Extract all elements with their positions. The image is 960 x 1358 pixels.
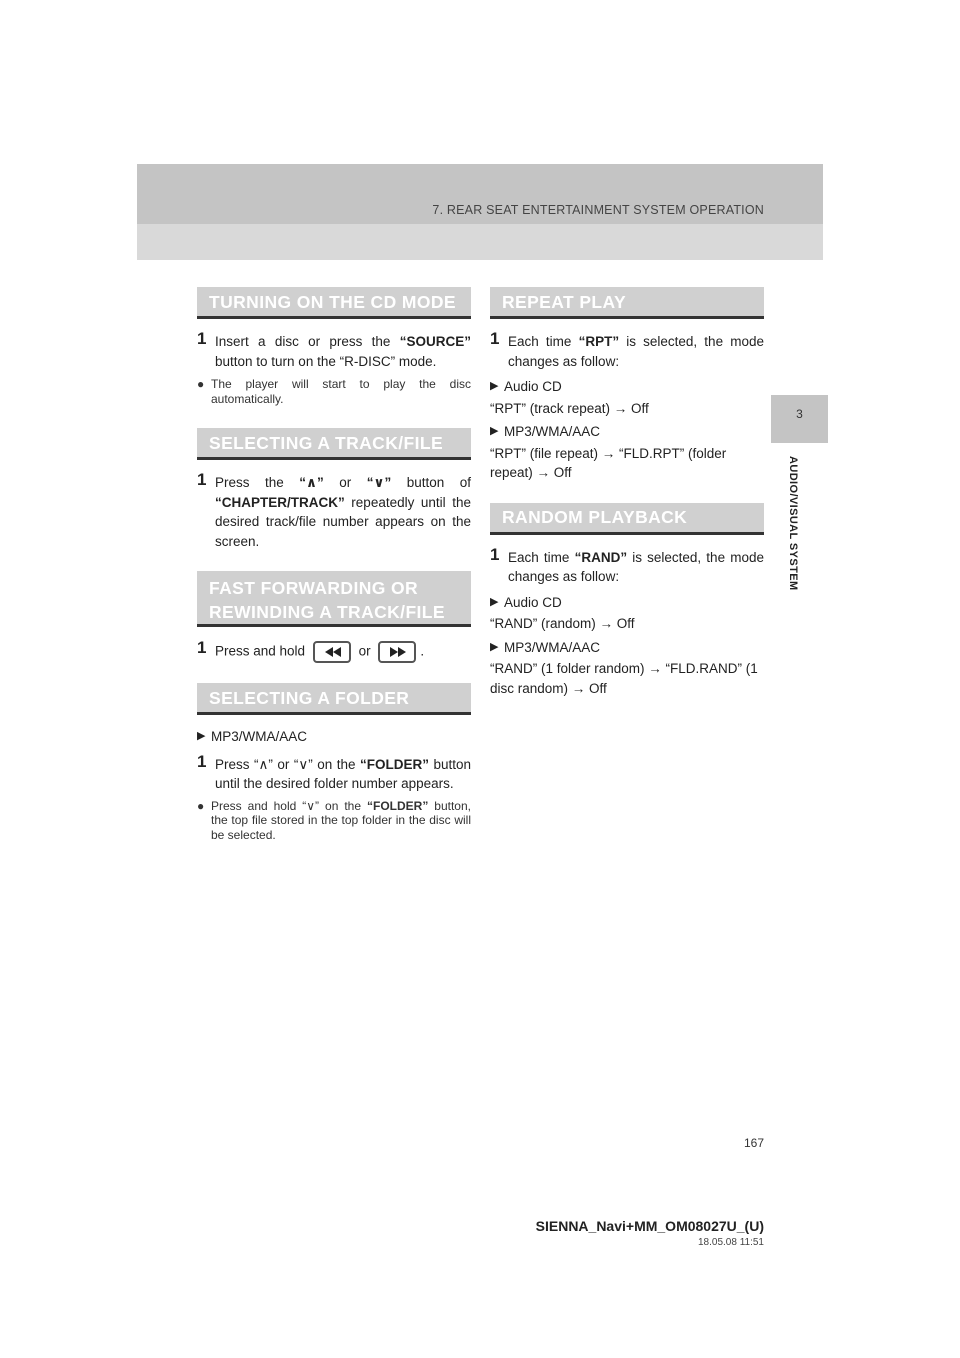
step-text: Each time	[508, 334, 579, 349]
step-text: Each time	[508, 549, 575, 565]
step-text: button to turn on the “R-DISC” mode.	[215, 353, 437, 369]
step-number: 1	[197, 470, 207, 489]
step-number: 1	[490, 544, 500, 564]
step-select-folder	[197, 751, 471, 794]
chapter-tab-number: 3	[796, 407, 803, 421]
triangle-bullet-icon: ▶	[197, 730, 206, 742]
step-text: .	[420, 643, 425, 659]
step-select-track	[197, 470, 472, 551]
mode-label-audio-cd	[490, 593, 764, 613]
print-timestamp: 18.05.08 11:51	[698, 1237, 764, 1248]
mode-label-text: MP3/WMA/AAC	[504, 639, 601, 655]
mode-label-text: Audio CD	[504, 379, 562, 394]
step-insert-disc	[197, 329, 471, 371]
step-text: Insert a disc or press the	[215, 334, 400, 349]
section-heading-cd-mode: TURNING ON THE CD MODE	[197, 287, 471, 319]
section-heading-random-playback: RANDOM PLAYBACK	[490, 503, 764, 535]
page-number: 167	[744, 1136, 765, 1150]
step-text: or	[323, 475, 367, 490]
mode-sequence: “RPT” (track repeat) → Off	[490, 400, 649, 416]
step-text: button of	[391, 475, 472, 490]
step-text: repeatedly until the desired track/file number appears on the screen.	[215, 494, 471, 549]
step-number: 1	[197, 329, 207, 348]
mode-label-text: MP3/WMA/AAC	[504, 424, 601, 439]
note-text: Press and hold “∨” on the	[211, 798, 367, 813]
chapter-title: 7. REAR SEAT ENTERTAINMENT SYSTEM OPERATION	[432, 203, 764, 217]
up-button-label: “∧”	[299, 475, 324, 490]
side-label-text: AUDIO/VISUAL SYSTEM	[787, 456, 799, 591]
fast-forward-button-icon	[378, 641, 416, 663]
section-heading-select-track: SELECTING A TRACK/FILE	[197, 428, 471, 460]
triangle-bullet-icon: ▶	[490, 380, 499, 392]
document-code: SIENNA_Navi+MM_OM08027U_(U)	[535, 1218, 764, 1234]
rand-button-label: “RAND”	[574, 549, 628, 565]
note-press-hold-folder	[197, 799, 471, 843]
step-text: is selected, the mode changes as follow:	[508, 549, 764, 584]
chapter-tab	[771, 395, 828, 443]
step-text: is selected, the mode changes as follow:	[508, 334, 764, 369]
note-text: button, the top file stored in the top folder in the disc will be selected.	[211, 798, 471, 842]
step-number: 1	[197, 638, 207, 657]
mode-sequence: “RAND” (random) → Off	[490, 616, 635, 631]
note-auto-play	[197, 377, 471, 406]
triangle-bullet-icon: ▶	[490, 595, 499, 608]
mode-label-text: Audio CD	[504, 594, 562, 610]
step-text: Press “∧” or “∨” on the	[215, 756, 360, 772]
rewind-button-icon	[313, 641, 351, 663]
step-fast-forward	[197, 638, 471, 663]
section-heading-select-folder: SELECTING A FOLDER	[197, 683, 471, 715]
folder-button-label: “FOLDER”	[359, 756, 429, 772]
mode-label-mp3	[490, 422, 764, 442]
step-number: 1	[490, 329, 500, 348]
mode-sequence: “RPT” (file repeat) → “FLD.RPT” (folder repeat) → Off	[490, 445, 727, 480]
format-label	[197, 727, 471, 747]
triangle-bullet-icon: ▶	[490, 425, 499, 437]
mode-label-audio-cd	[490, 377, 764, 397]
down-button-label: “∨”	[366, 475, 392, 490]
step-text: Press the	[215, 475, 300, 490]
step-random	[490, 544, 764, 587]
note-text: The player will start to play the disc automatically.	[211, 377, 471, 406]
mode-label-mp3	[490, 638, 764, 658]
step-text: or	[358, 643, 371, 659]
step-number: 1	[197, 751, 207, 771]
step-text: Press and hold	[215, 643, 306, 659]
heading-line: FAST FORWARDING OR	[209, 578, 419, 598]
right-column	[490, 287, 764, 698]
section-heading-repeat-play: REPEAT PLAY	[490, 287, 764, 319]
section-heading-fast-forward	[197, 571, 471, 627]
triangle-bullet-icon: ▶	[490, 640, 499, 653]
folder-button-label: “FOLDER”	[366, 798, 429, 813]
rpt-button-label: “RPT”	[578, 334, 620, 349]
heading-line: REWINDING A TRACK/FILE	[209, 602, 445, 622]
step-text: button until the desired folder number appears.	[215, 756, 471, 791]
format-text: MP3/WMA/AAC	[211, 729, 308, 744]
bullet-icon: ●	[197, 798, 205, 813]
step-repeat	[490, 329, 764, 371]
bullet-icon: ●	[197, 377, 205, 391]
mode-sequence: “RAND” (1 folder random) → “FLD.RAND” (1 disc random) → Off	[490, 661, 758, 696]
source-button-label: “SOURCE”	[399, 334, 471, 349]
chapter-track-button-label: “CHAPTER/TRACK”	[215, 494, 345, 510]
left-column	[197, 287, 471, 842]
